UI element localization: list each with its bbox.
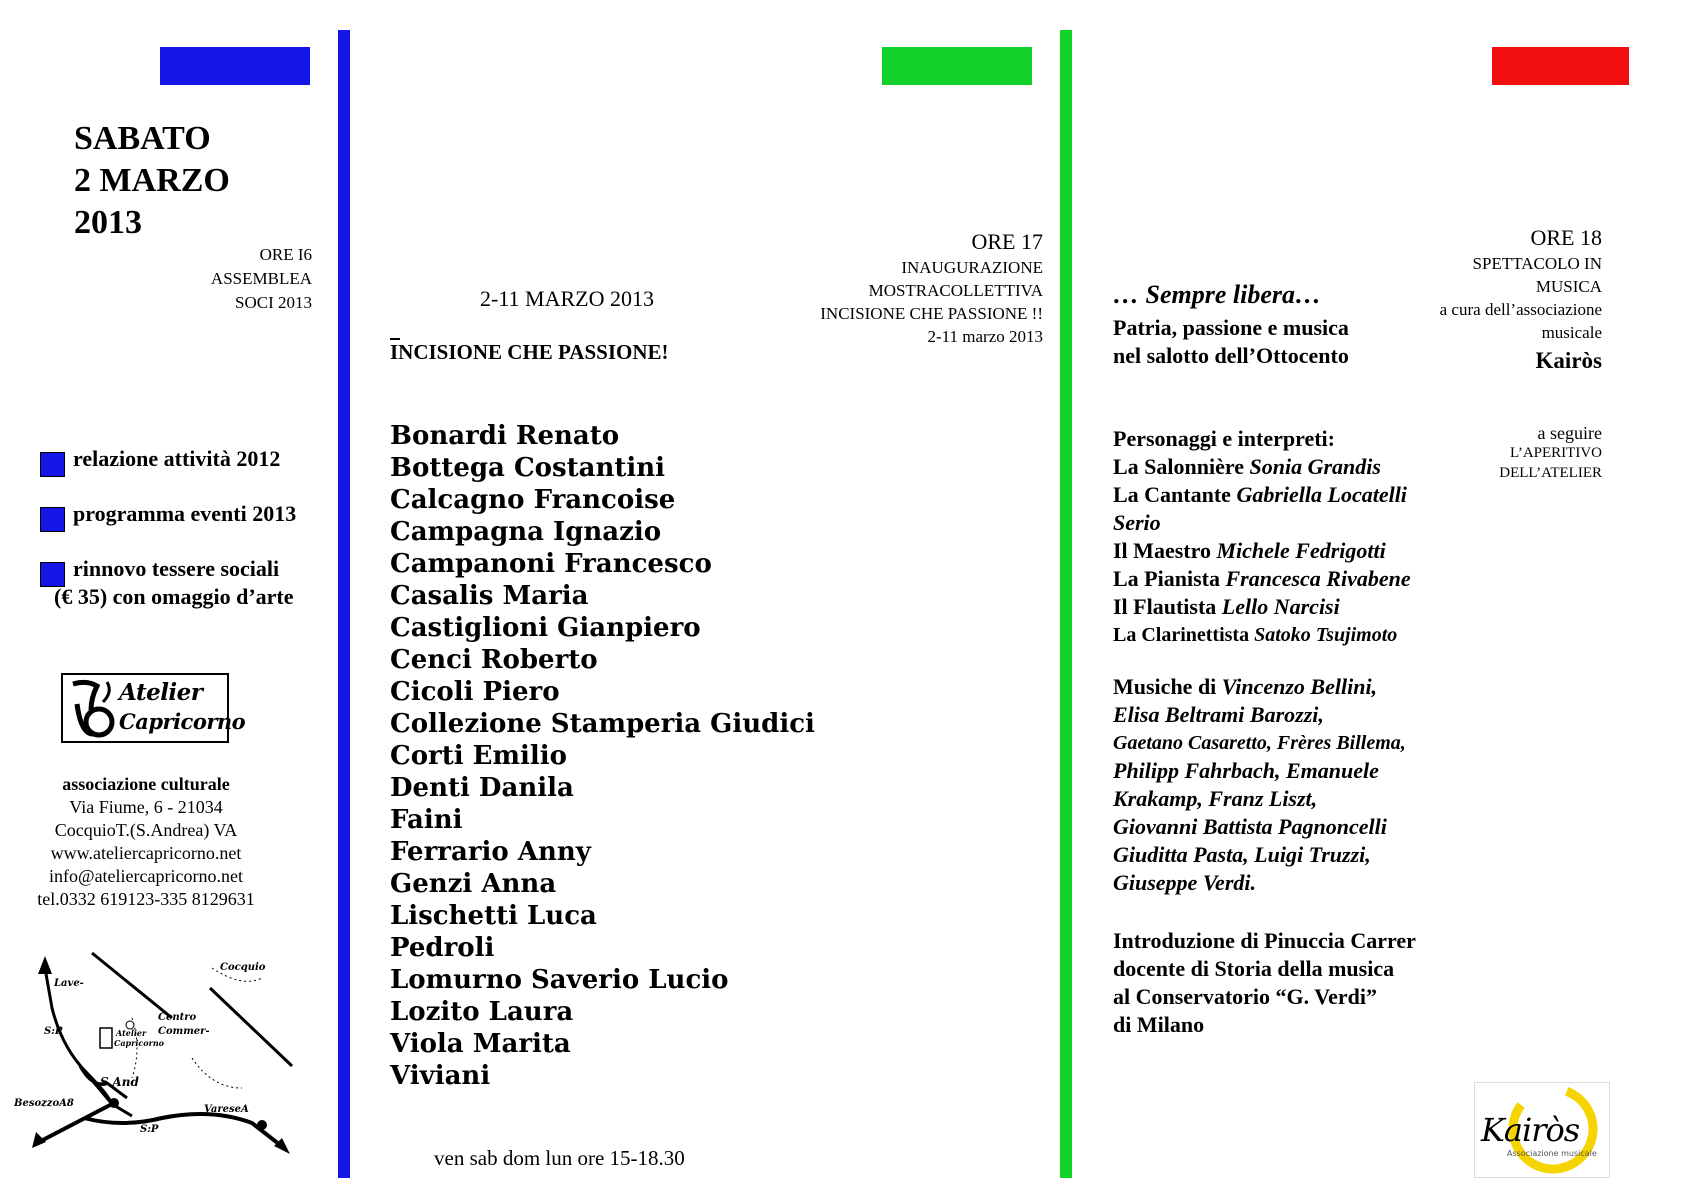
agenda-item-label: programma eventi 2013: [73, 501, 297, 526]
cast-performer: Serio: [1113, 510, 1161, 535]
composer: Giuseppe Verdi.: [1113, 870, 1256, 895]
north-arrow-icon: [38, 956, 52, 974]
cast-row: [1113, 565, 1411, 593]
assembly-line1: ASSEMBLEA: [210, 269, 312, 288]
inauguration-line2: MOSTRACOLLETTIVA: [868, 281, 1043, 300]
map-label-commer: Commer-: [158, 1026, 210, 1037]
agenda-item-label: relazione attività 2012: [73, 446, 281, 471]
list-item: Casalis Maria: [390, 581, 589, 611]
list-item: Calcagno Francoise: [390, 485, 676, 515]
agenda-item: [40, 446, 280, 477]
show-line1: SPETTACOLO IN: [1472, 254, 1602, 273]
map-label-atelier: Atelier: [116, 1028, 147, 1038]
cast-row: [1113, 509, 1411, 537]
contact-block: [16, 773, 276, 911]
atelier-logo: [61, 673, 246, 743]
kairos-logo: [1474, 1082, 1610, 1178]
inauguration-block: [740, 228, 1043, 348]
location-map: [12, 948, 302, 1156]
show-association: Kairòs: [1535, 348, 1602, 373]
map-label-sp2: S:P: [140, 1124, 159, 1135]
composers-block: [1113, 673, 1406, 897]
list-item: Faini: [390, 805, 463, 835]
contact-org: associazione culturale: [62, 774, 230, 794]
artist-list: [390, 420, 815, 1092]
event-year: 2013: [74, 204, 142, 241]
cast-performer: Sonia Grandis: [1249, 454, 1381, 479]
cast-performer: Michele Fedrigotti: [1216, 538, 1386, 563]
composer: Giuditta Pasta, Luigi Truzzi,: [1113, 842, 1371, 867]
show-subtitle-line2: nel salotto dell’Ottocento: [1113, 343, 1349, 368]
composer: Elisa Beltrami Barozzi,: [1113, 702, 1324, 727]
list-item: Pedroli: [390, 933, 495, 963]
kairos-logo-text: Kairòs: [1481, 1111, 1580, 1149]
map-label-capricorno: Capricorno: [114, 1038, 164, 1048]
cast-row: [1113, 537, 1411, 565]
intro-line: di Milano: [1113, 1012, 1205, 1037]
contact-city: CocquioT.(S.Andrea) VA: [54, 820, 238, 840]
list-item: Campanoni Francesco: [390, 549, 712, 579]
show-title: … Sempre libera…: [1113, 280, 1321, 309]
list-item: Viola Marita: [390, 1029, 571, 1059]
list-item: Denti Danila: [390, 773, 574, 803]
intro-line: docente di Storia della musica: [1113, 956, 1395, 981]
cast-role: La Salonnière: [1113, 454, 1250, 479]
green-flag-bar: [882, 47, 1032, 85]
logo-line1: Atelier: [119, 679, 203, 706]
assembly-block: [150, 243, 312, 315]
aperitif-line1: a seguire: [1537, 423, 1602, 443]
cast-row: [1113, 593, 1411, 621]
show-line2: MUSICA: [1535, 277, 1602, 296]
composer: Giovanni Battista Pagnoncelli: [1113, 814, 1387, 839]
contact-email[interactable]: info@ateliercapricorno.net: [49, 866, 243, 886]
composer: Gaetano Casaretto, Frères Billema,: [1113, 732, 1406, 754]
cast-role: Il Maestro: [1113, 538, 1217, 563]
intro-line: Introduzione di Pinuccia Carrer: [1113, 928, 1416, 953]
event-date: [74, 118, 230, 244]
list-item: Campagna Ignazio: [390, 517, 662, 547]
aperitif-line2: L’APERITIVO: [1510, 445, 1602, 461]
blue-flag-bar: [160, 47, 310, 85]
list-item: Genzi Anna: [390, 869, 557, 899]
cast-row: [1113, 453, 1411, 481]
list-item: Viviani: [390, 1061, 491, 1091]
list-item: Lischetti Luca: [390, 901, 597, 931]
blue-divider: [338, 30, 350, 1178]
logo-line2: Capricorno: [119, 709, 246, 734]
assembly-time: ORE I6: [259, 245, 312, 264]
show-subtitle: [1113, 314, 1349, 370]
intro-line: al Conservatorio “G. Verdi”: [1113, 984, 1377, 1009]
contact-address: Via Fiume, 6 - 21034: [69, 797, 223, 817]
aperitif-block: [1420, 423, 1602, 483]
composer: Vincenzo Bellini,: [1221, 674, 1378, 699]
map-label-sp1: S:P: [44, 1026, 63, 1037]
inauguration-time: ORE 17: [971, 229, 1043, 254]
list-item: Bottega Costantini: [390, 453, 666, 483]
opening-hours: ven sab dom lun ore 15-18.30: [434, 1146, 685, 1170]
cast-block: [1113, 425, 1411, 649]
cast-role: La Pianista: [1113, 566, 1226, 591]
list-item: Lomurno Saverio Lucio: [390, 965, 729, 995]
introduction-block: [1113, 927, 1416, 1039]
composers-line: [1113, 673, 1406, 701]
inauguration-line1: INAUGURAZIONE: [901, 258, 1043, 277]
cast-performer: Francesca Rivabene: [1225, 566, 1411, 591]
show-subtitle-line1: Patria, passione e musica: [1113, 315, 1349, 340]
aperitif-line3: DELL’ATELIER: [1499, 465, 1602, 481]
list-item: Collezione Stamperia Giudici: [390, 709, 815, 739]
list-item: Bonardi Renato: [390, 421, 620, 451]
green-divider: [1060, 30, 1072, 1178]
inauguration-line3: INCISIONE CHE PASSIONE !!: [820, 304, 1043, 323]
map-label-lave: Lave-: [54, 978, 84, 989]
inauguration-dates: 2-11 marzo 2013: [927, 327, 1043, 346]
show-time: ORE 18: [1530, 225, 1602, 250]
agenda-item: [40, 501, 296, 532]
list-item: Corti Emilio: [390, 741, 567, 771]
cast-performer: Gabriella Locatelli: [1236, 482, 1407, 507]
agenda-note: (€ 35) con omaggio d’arte: [54, 584, 294, 609]
exhibition-dates: 2-11 MARZO 2013: [480, 286, 654, 311]
show-line4: musicale: [1541, 323, 1602, 342]
cast-performer: Lello Narcisi: [1221, 594, 1340, 619]
list-item: Cicoli Piero: [390, 677, 560, 707]
list-item: Cenci Roberto: [390, 645, 598, 675]
red-flag-bar: [1492, 47, 1629, 85]
event-day: SABATO: [74, 120, 211, 157]
cast-heading: Personaggi e interpreti:: [1113, 426, 1335, 451]
assembly-line2: SOCI 2013: [235, 293, 312, 312]
composers-prefix: Musiche di: [1113, 674, 1222, 699]
map-label-centro: Centro: [158, 1012, 197, 1023]
show-line3: a cura dell’associazione: [1439, 300, 1602, 319]
list-item: Lozito Laura: [390, 997, 574, 1027]
map-label-cocquio: Cocquio: [220, 962, 266, 973]
map-label-varese: VareseA: [204, 1104, 249, 1115]
cast-role: La Clarinettista: [1113, 624, 1255, 646]
cast-role: Il Flautista: [1113, 594, 1222, 619]
bullet-square-icon: [40, 452, 65, 477]
contact-phone: tel.0332 619123-335 8129631: [37, 889, 255, 909]
agenda-item: [40, 556, 279, 587]
composer: Philipp Fahrbach, Emanuele: [1113, 758, 1379, 783]
map-label-besozzo: BesozzoA8: [14, 1098, 74, 1109]
exhibition-title: INCISIONE CHE PASSIONE!: [390, 340, 669, 364]
kairos-logo-sub: Associazione musicale: [1507, 1149, 1597, 1158]
bullet-square-icon: [40, 507, 65, 532]
agenda-item-label: rinnovo tessere sociali: [73, 556, 280, 581]
event-date-day: 2 MARZO: [74, 162, 230, 199]
cast-performer: Satoko Tsujimoto: [1254, 624, 1398, 646]
cast-row: [1113, 481, 1411, 509]
cast-role: La Cantante: [1113, 482, 1237, 507]
list-item: Castiglioni Gianpiero: [390, 613, 701, 643]
map-label-sand: S.And: [100, 1075, 139, 1089]
capricorn-glyph-icon: [67, 678, 121, 740]
cast-row: [1113, 621, 1411, 649]
contact-web[interactable]: www.ateliercapricorno.net: [50, 843, 242, 863]
show-info-block: [1380, 224, 1602, 378]
list-item: Ferrario Anny: [390, 837, 591, 867]
composer: Krakamp, Franz Liszt,: [1113, 786, 1318, 811]
